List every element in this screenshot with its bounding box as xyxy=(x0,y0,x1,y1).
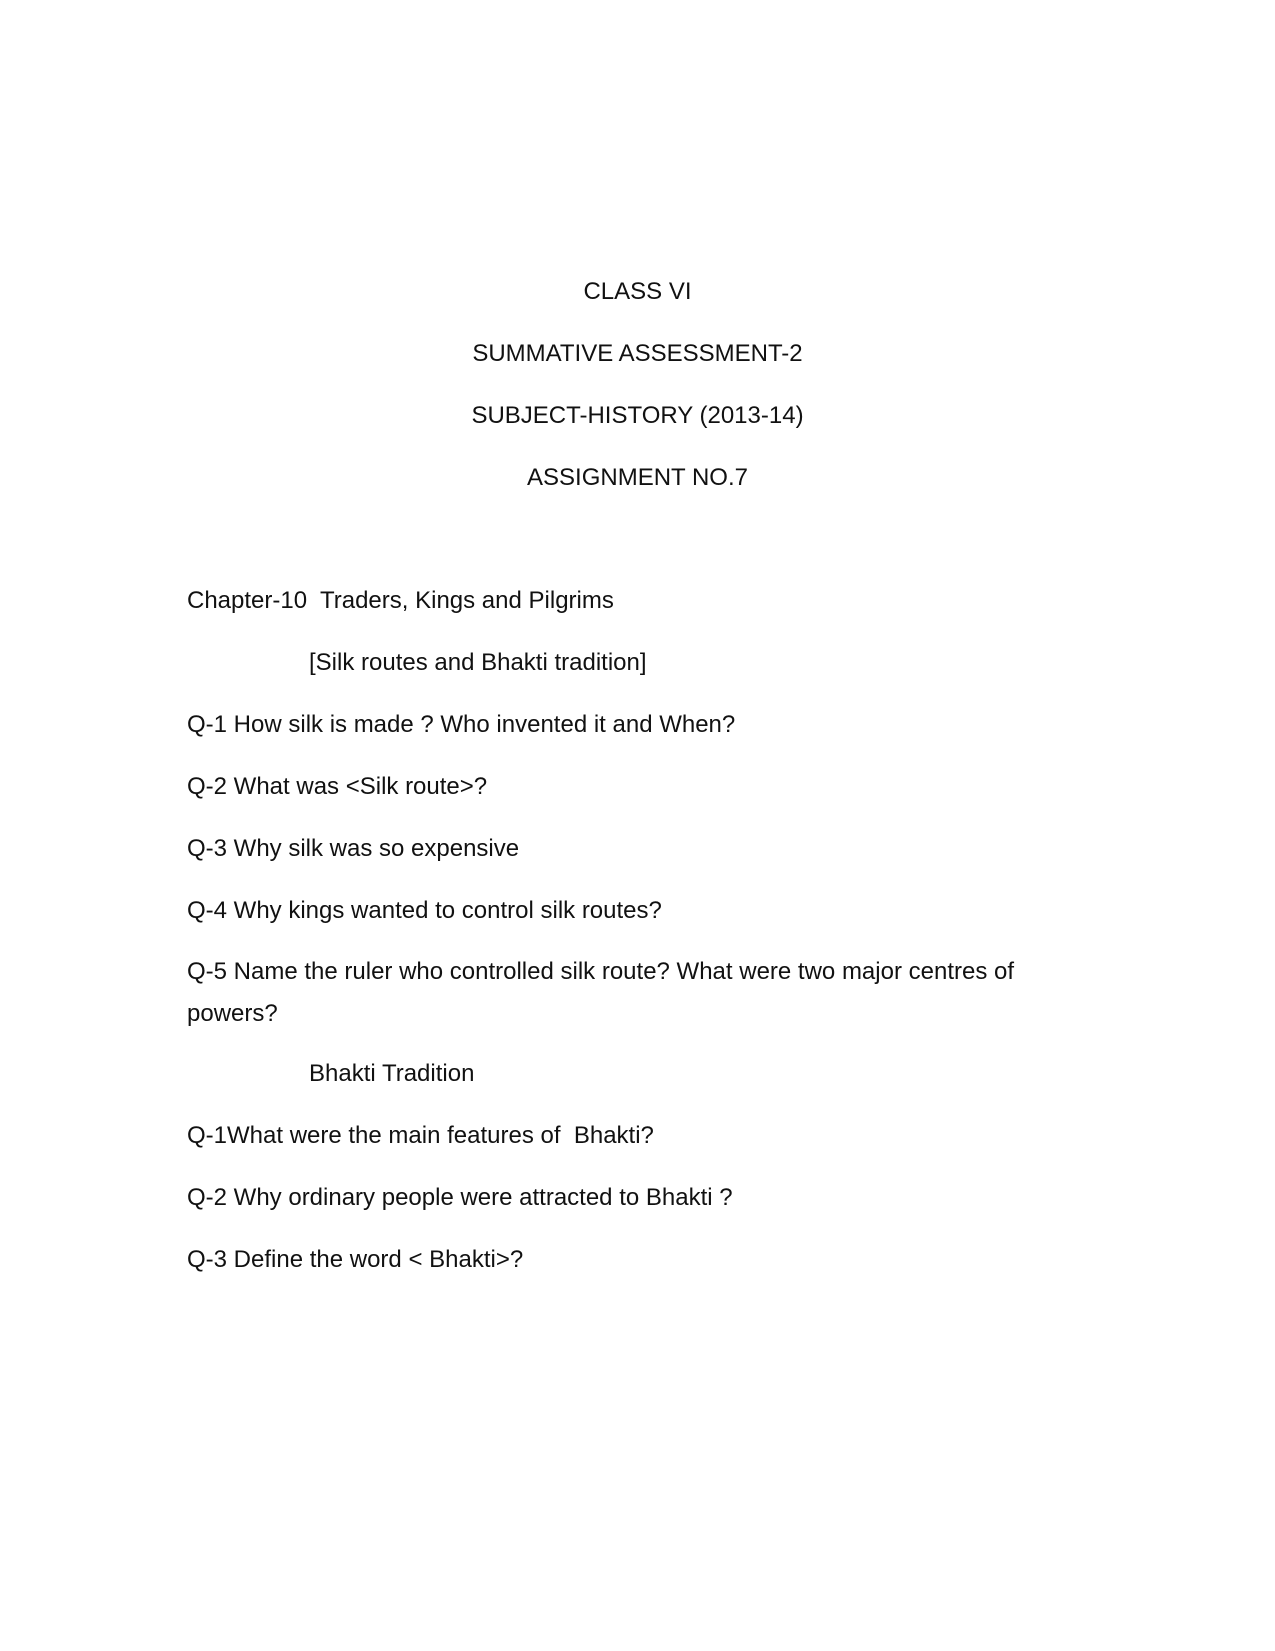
silk-question-4: Q-4 Why kings wanted to control silk routes? xyxy=(187,897,662,924)
silk-question-1: Q-1 How silk is made ? Who invented it and When? xyxy=(187,711,736,738)
chapter-subtitle: [Silk routes and Bhakti tradition] xyxy=(309,649,647,676)
class-heading: CLASS VI xyxy=(583,278,692,305)
bhakti-question-2: Q-2 Why ordinary people were attracted to Bhakti ? xyxy=(187,1184,733,1211)
assignment-heading: ASSIGNMENT NO.7 xyxy=(527,464,748,491)
bhakti-question-3: Q-3 Define the word < Bhakti>? xyxy=(187,1246,524,1273)
bhakti-question-1: Q-1What were the main features of Bhakti? xyxy=(187,1122,654,1149)
silk-question-5: Q-5 Name the ruler who controlled silk route? What were two major centres of powers? xyxy=(187,958,1015,1027)
bhakti-heading: Bhakti Tradition xyxy=(309,1060,475,1087)
silk-question-2: Q-2 What was <Silk route>? xyxy=(187,773,488,800)
silk-question-3: Q-3 Why silk was so expensive xyxy=(187,835,520,862)
assessment-heading: SUMMATIVE ASSESSMENT-2 xyxy=(472,340,803,367)
chapter-title: Chapter-10 Traders, Kings and Pilgrims xyxy=(187,587,614,614)
subject-heading: SUBJECT-HISTORY (2013-14) xyxy=(471,402,804,429)
